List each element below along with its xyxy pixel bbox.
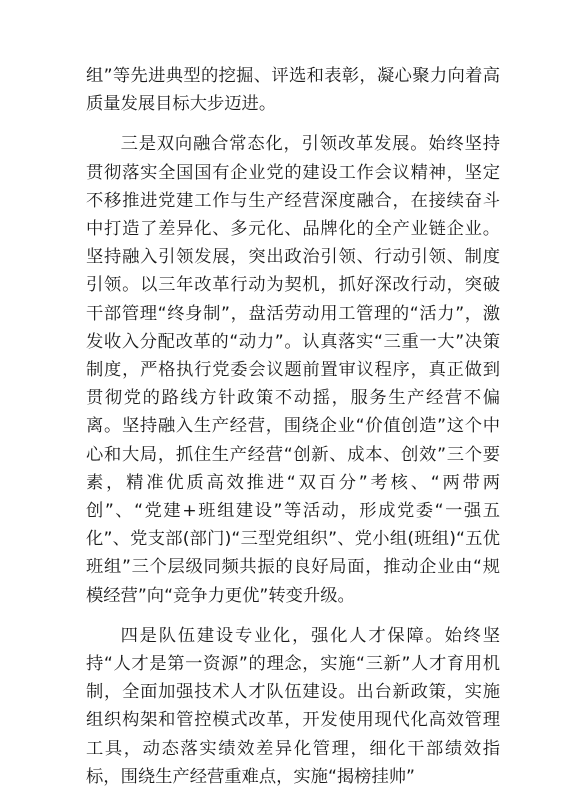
paragraph-gap bbox=[86, 610, 500, 622]
paragraph-three-dual-integration: 三是双向融合常态化，引领改革发展。始终坚持贯彻落实全国国有企业党的建设工作会议精神，坚定不移推进党建工作与生产经营深度融合，在接续奋斗中打造了差异化、多元化、品牌化的全产业链企业。坚持融入引领发展，突出政治引领、行动引领、制度引领。以三年改革行动为契机，抓好深改行动，突破干部管理“终身制”，盘活劳动用工管理的“活力”，激发收入分配改革的“动力”。认真落实“三重一大”决策制度，严格执行党委会议题前置审议程序，真正做到贯彻党的路线方针政策不动摇，服务生产经营不偏离。坚持融入生产经营，围绕企业“价值创造”这个中心和大局，抓住生产经营“创新、成本、创效”三个要素，精准优质高效推进“双百分”考核、“两带两创”、“党建+班组建设”等活动，形成党委“一强五化”、党支部(部门)“三型党组织”、党小组(班组)“五优班组”三个层级同频共振的良好局面，推动企业由“规模经营”向“竞争力更优”转变升级。 bbox=[86, 134, 500, 606]
paragraph-four-team-building: 四是队伍建设专业化，强化人才保障。始终坚持“人才是第一资源”的理念，实施“三新”人才育用机制，全面加强技术人才队伍建设。出台新政策，实施组织构架和管控模式改革，开发使用现代化高效管理工具，动态落实绩效差异化管理，细化干部绩效指标，围绕生产经营重难点，实施“揭榜挂帅” bbox=[86, 625, 500, 787]
paragraph-continued: 组”等先进典型的挖掘、评选和表彰，凝心聚力向着高质量发展目标大步迈进。 bbox=[86, 66, 500, 115]
paragraph-gap bbox=[86, 118, 500, 130]
document-page bbox=[86, 62, 500, 791]
